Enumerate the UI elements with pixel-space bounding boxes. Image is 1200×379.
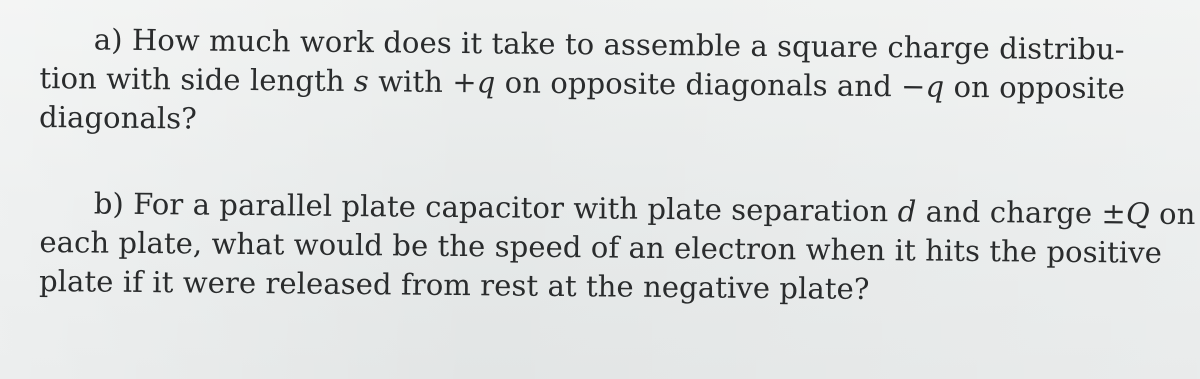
problem-a-line-3: diagonals? [38, 99, 198, 136]
variable-d: d [897, 194, 917, 229]
problem-a-text: tion with side length [39, 60, 355, 99]
problem-b [38, 184, 1196, 312]
problem-a-text: on opposite [944, 69, 1126, 106]
problem-b-text: b) For a parallel plate capacitor with plate separation [93, 186, 898, 229]
problem-a [39, 20, 1155, 148]
problem-a-text: with + [368, 64, 477, 100]
problem-b-text: and charge ± [916, 194, 1127, 231]
problem-b-line-2: each plate, what would be the speed of an electron when it hits the positive [39, 224, 1163, 270]
problem-a-line-1: a) How much work does it take to assemble a square charge distribu- [93, 22, 1125, 67]
variable-q: q [925, 69, 945, 104]
problem-b-line-3: plate if it were released from rest at the negative plate? [38, 263, 870, 306]
problem-a-text: on opposite diagonals and − [495, 65, 926, 104]
variable-q: q [476, 65, 496, 100]
variable-Q: Q [1125, 196, 1150, 231]
variable-s: s [353, 64, 370, 99]
problem-b-text: on [1149, 196, 1196, 232]
